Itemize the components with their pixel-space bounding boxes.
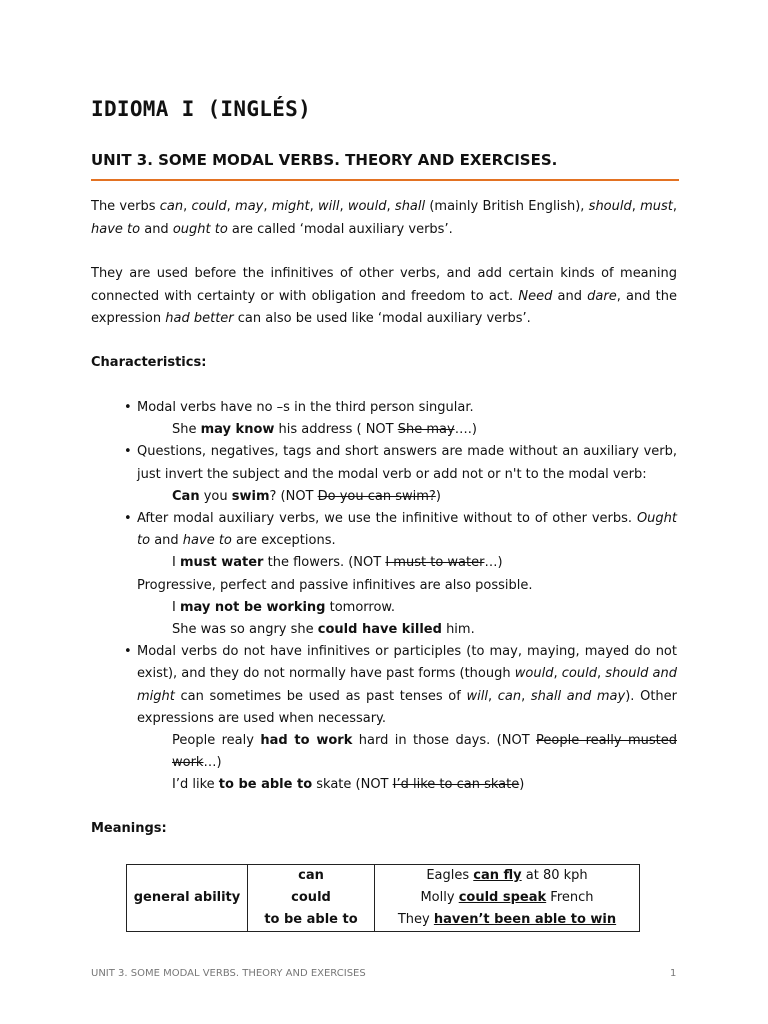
verb-cell: could — [248, 887, 375, 909]
verb-cell: can — [248, 865, 375, 888]
subtitle-rule — [91, 179, 679, 181]
unit-subtitle: UNIT 3. SOME MODAL VERBS. THEORY AND EXERCISES. — [91, 151, 558, 169]
bullet-2: • Questions, negatives, tags and short answers are made without an auxiliary verb, just invert the subject and the modal verb or add not or n't to the modal verb: — [91, 441, 677, 485]
example-cell: Molly could speak French — [375, 887, 640, 909]
example-3: I must water the flowers. (NOT I must to water…) — [172, 555, 503, 571]
meanings-heading: Meanings: — [91, 821, 167, 836]
example-1: She may know his address ( NOT She may….) — [172, 422, 477, 438]
category-cell: general ability — [127, 865, 248, 932]
bullet-dot: • — [124, 400, 132, 415]
document-title: IDIOMA I (INGLÉS) — [91, 97, 312, 121]
example-cell: Eagles can fly at 80 kph — [375, 865, 640, 888]
bullet-3: • After modal auxiliary verbs, we use the infinitive without to of other verbs. Ought to and have to are exceptions. — [91, 508, 677, 552]
intro-paragraph-2: They are used before the infinitives of other verbs, and add certain kinds of meaning connected with certainty or with obligation and freedom to act. Need and dare, and the expression had better can also be used like ‘modal auxiliary verbs’. — [91, 266, 677, 326]
table-row — [127, 865, 640, 888]
example-7: I’d like to be able to skate (NOT I’d like to can skate) — [172, 777, 525, 793]
bullet-dot: • — [124, 511, 132, 527]
meanings-table — [126, 864, 640, 932]
characteristics-heading: Characteristics: — [91, 355, 207, 370]
bullet-3-continuation: Progressive, perfect and passive infinitives are also possible. — [137, 577, 533, 593]
page-number: 1 — [670, 968, 677, 979]
intro-paragraph-1: The verbs can, could, may, might, will, would, shall (mainly British English), should, must, have to and ought to are called ‘modal auxiliary verbs’. — [91, 199, 678, 237]
page-footer: UNIT 3. SOME MODAL VERBS. THEORY AND EXERCISES — [91, 968, 366, 979]
example-5: She was so angry she could have killed him. — [172, 622, 475, 638]
example-cell: They haven’t been able to win — [375, 909, 640, 932]
characteristics-list — [91, 397, 677, 797]
bullet-4: • Modal verbs do not have infinitives or participles (to may, maying, mayed do not exist), and they do not normally have past forms (though would, could, should and might can sometimes be used as past tenses of will, can, shall and may). Other expressions are used when necessary. — [91, 641, 677, 730]
example-4: I may not be working tomorrow. — [172, 599, 395, 615]
example-2: Can you swim? (NOT Do you can swim?) — [172, 488, 441, 504]
verb-cell: to be able to — [248, 909, 375, 932]
bullet-dot: • — [124, 644, 132, 660]
example-6: People realy had to work hard in those days. (NOT People really musted work…) — [172, 733, 677, 771]
bullet-1: • Modal verbs have no –s in the third person singular. — [91, 397, 677, 419]
bullet-dot: • — [124, 444, 132, 460]
